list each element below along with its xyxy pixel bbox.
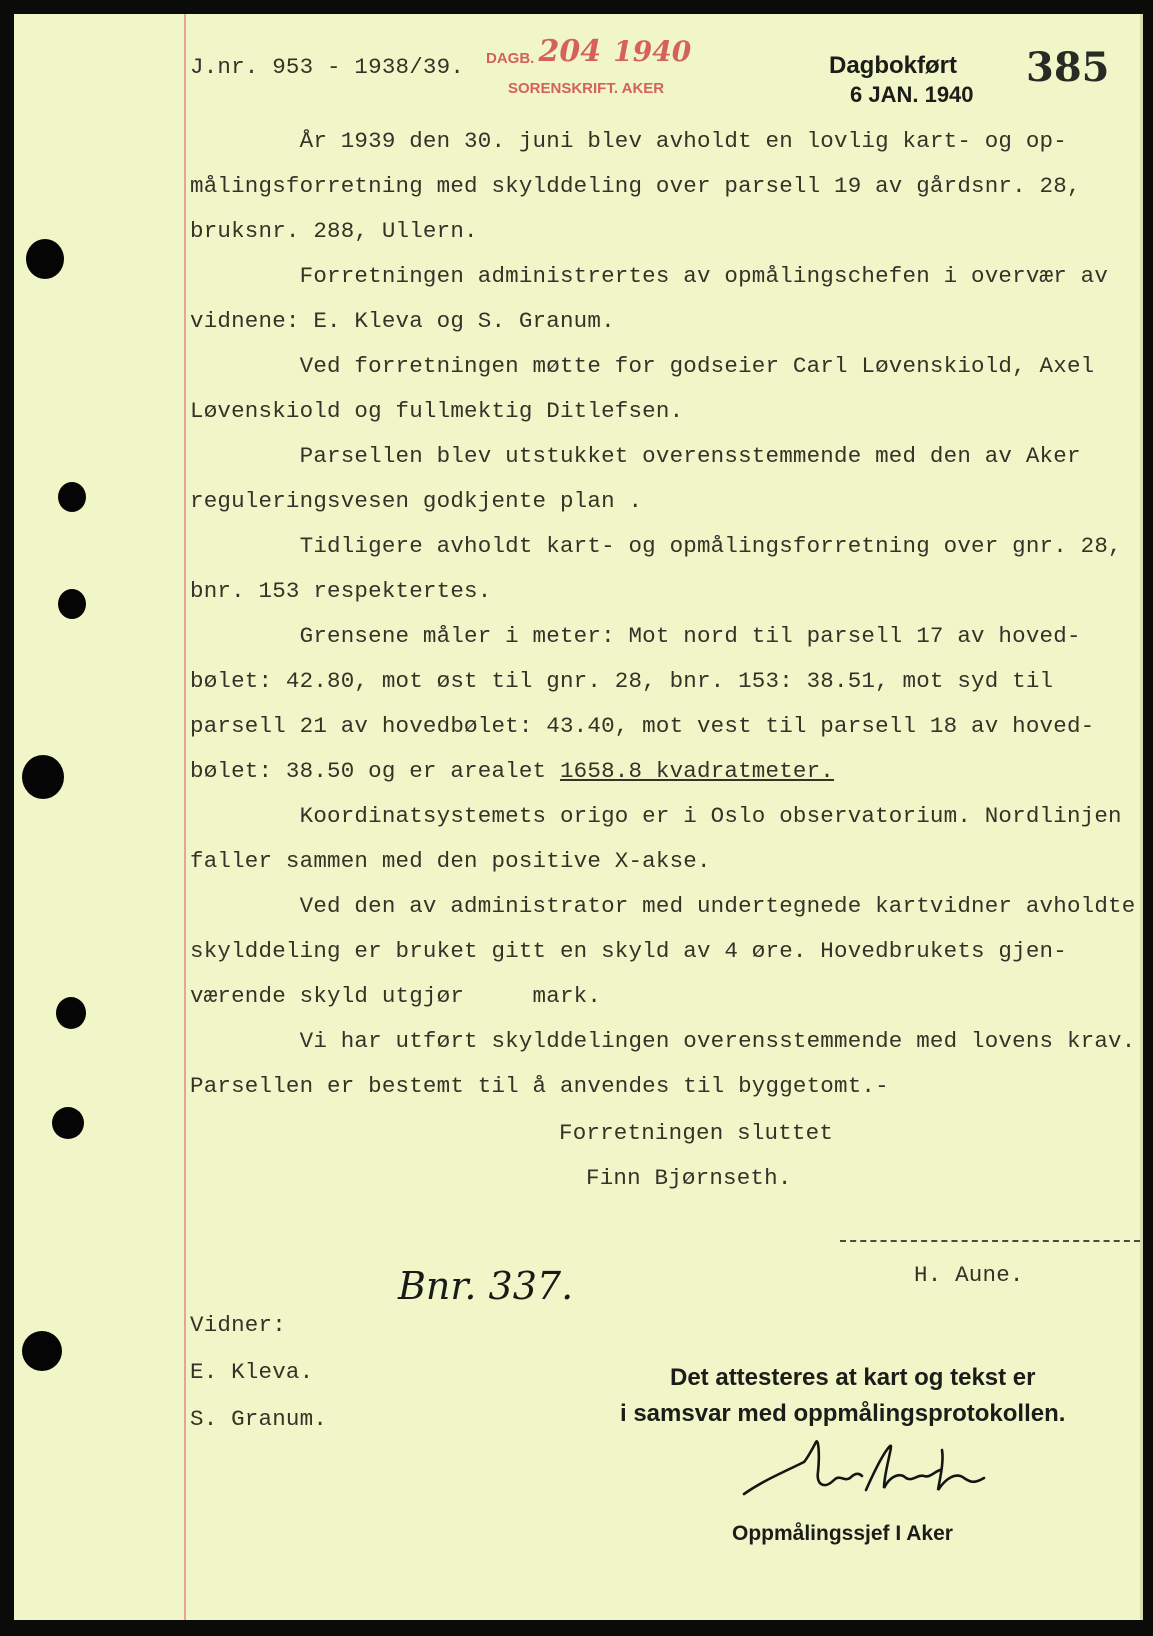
area-underlined: 1658.8 kvadratmeter. [559,758,835,784]
closing-line: Forretningen sluttet [559,1120,834,1146]
text-line: Vi har utført skylddelingen overensstemmende med lovens krav. [190,1028,1136,1054]
text-line: bølet: 42.80, mot øst til gnr. 28, bnr. 153: 38.51, mot syd til [190,668,1054,694]
text-line [190,173,1081,199]
text-line: Koordinatsystemets origo er i Oslo observatorium. Nordlinjen [190,803,1122,829]
page-number: 385 [1026,44,1110,91]
text-line: Tidligere avholdt kart- og opmålingsforretning over gnr. 28, [190,533,1122,559]
co-signer: H. Aune. [914,1262,1024,1288]
punch-hole [26,239,64,279]
signature-rule [840,1240,1140,1242]
text-line: reguleringsvesen godkjente plan . [190,488,643,514]
text-line: Forretningen administrertes av opmålingschefen i overvær av [190,263,1109,289]
witness-name: E. Kleva. [190,1359,314,1385]
punch-hole [52,1107,84,1139]
handwritten-signature [734,1432,994,1514]
witness-name: S. Granum. [190,1406,328,1432]
sorenskrift-stamp: SORENSKRIFT. AKER [508,80,665,97]
text-line: bruksnr. 288, Ullern. [190,218,478,244]
margin-line [184,14,186,1620]
journal-number: J.nr. 953 - 1938/39. [190,54,465,80]
text-line: parsell 21 av hovedbølet: 43.40, mot vest til parsell 18 av hoved- [190,713,1095,739]
punch-hole [22,755,64,799]
text-line: Parsellen er bestemt til å anvendes til byggetomt.- [190,1073,889,1099]
text-line: Ved forretningen møtte for godseier Carl Løvenskiold, Axel [190,353,1095,379]
attestation-line: i samsvar med oppmålingsprotokollen. [620,1400,1066,1427]
text-line: Parsellen blev utstukket overensstemmende med den av Aker [190,443,1081,469]
handwritten-bnr: Bnr. 337. [398,1264,574,1308]
dagb-number: 204 [538,34,602,69]
dagb-stamp [486,36,691,71]
text-line [190,758,834,784]
punch-hole [58,589,86,619]
date-stamp: 6 JAN. 1940 [850,82,974,107]
text-line: værende skyld utgjør mark. [190,983,602,1009]
text-line: Grensene måler i meter: Mot nord til parsell 17 av hoved- [190,623,1081,649]
text-line: skylddeling er bruket gitt en skyld av 4 øre. Hovedbrukets gjen- [190,938,1067,964]
dagbokfort-stamp: Dagbokført [829,52,957,79]
witnesses-heading: Vidner: [190,1312,286,1338]
attestation-title: Oppmålingssjef I Aker [732,1522,953,1545]
text-line: bnr. 153 respektertes. [190,578,492,604]
document-page [14,14,1143,1620]
dagb-year: 1940 [613,35,692,68]
closing-signer: Finn Bjørnseth. [586,1165,792,1191]
text-line: Ved den av administrator med undertegnede kartvidner avholdte [190,893,1136,919]
dagb-prefix: DAGB. [486,50,539,67]
attestation-line: Det attesteres at kart og tekst er [670,1364,1036,1391]
punch-hole [58,482,86,512]
text-line-content: målingsforretning med skylddeling over parsell 19 av gårdsnr. 28, [190,173,1081,199]
text-line: Løvenskiold og fullmektig Ditlefsen. [190,398,684,424]
punch-hole [56,997,86,1029]
text-line: År 1939 den 30. juni blev avholdt en lovlig kart- og op- [190,128,1067,154]
text-line: faller sammen med den positive X-akse. [190,848,711,874]
punch-hole [22,1331,62,1371]
text-line: vidnene: E. Kleva og S. Granum. [190,308,615,334]
text-line-content: bølet: 38.50 og er arealet [190,758,560,784]
